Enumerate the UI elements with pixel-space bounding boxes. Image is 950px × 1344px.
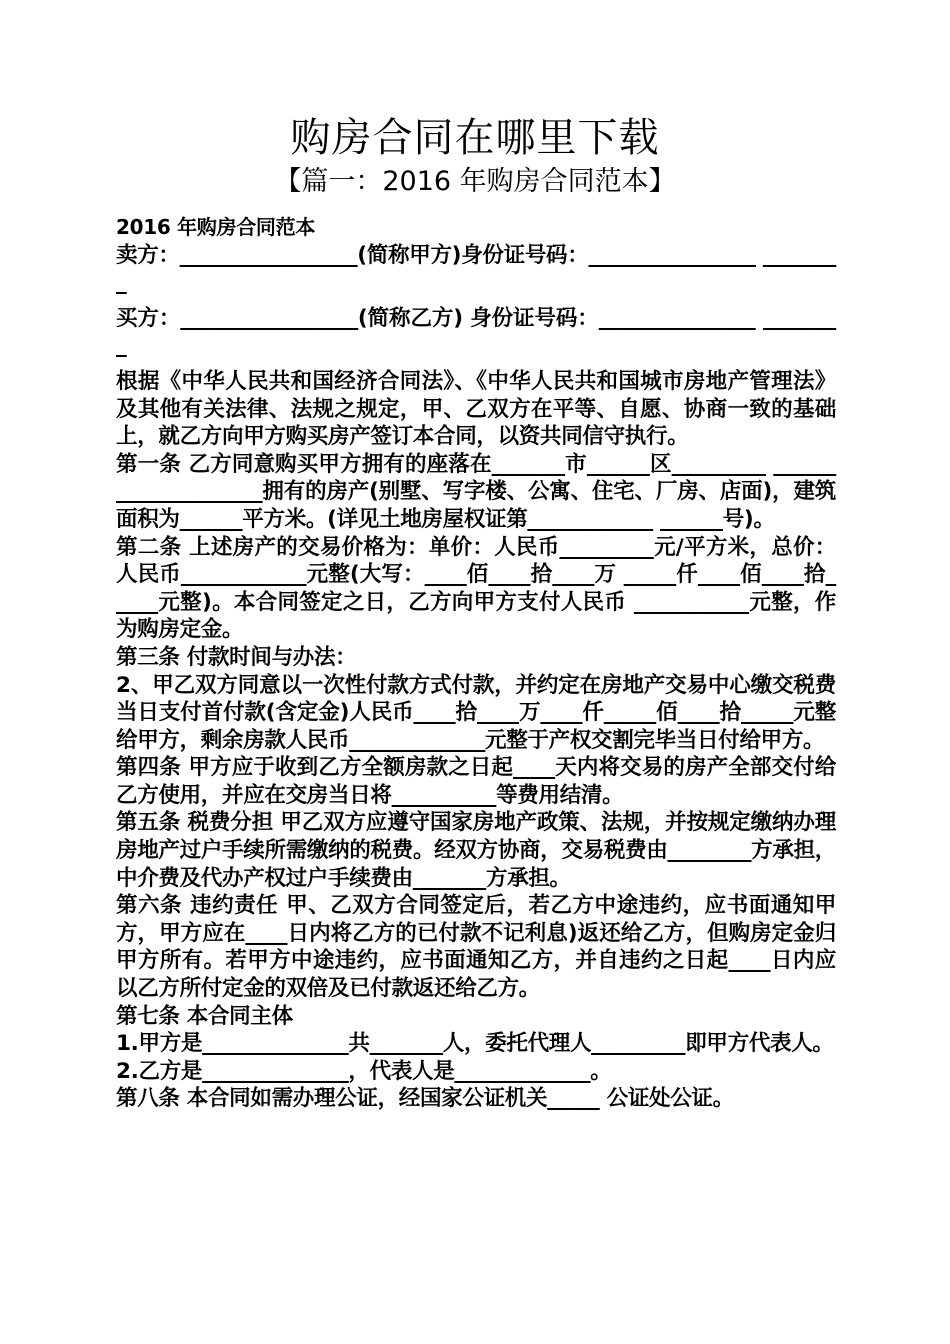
article-5: 第五条 税费分担 甲乙双方应遵守国家房地产政策、法规，并按规定缴纳办理房地产过户手续所需缴纳的税费。经双方协商，交易税费由________方承担，中介费及代办产权过户手续费由_______方承担。: [116, 810, 836, 891]
article-6: 第六条 违约责任 甲、乙双方合同签定后，若乙方中途违约，应书面通知甲方，甲方应在____日内将乙方的已付款不记利息)返还给乙方，但购房定金归甲方所有。若甲方中途违约，应书面通知乙方，并自违约之日起____日内应以乙方所付定金的双倍及已付款返还给乙方。: [116, 893, 836, 1002]
article-1: 第一条 乙方同意购买甲方拥有的座落在_______市______区_________ ____________________拥有的房产(别墅、写字楼、公寓、住宅、厂房、店面)，建筑面积为______平方米。(详见土地房屋权证第____________ ______号)。: [116, 451, 836, 532]
article-3-heading: 第三条 付款时间与办法：: [116, 644, 357, 670]
article-7-clause-1: 1.甲方是______________共_______人，委托代理人_________即甲方代表人。: [116, 1031, 834, 1057]
article-7-clause-2: 2.乙方是______________，代表人是_____________。: [116, 1058, 612, 1084]
article-8: 第八条 本合同如需办理公证，经国家公证机关_____ 公证处公证。: [116, 1086, 734, 1112]
section-heading: 2016 年购房合同范本: [116, 215, 316, 239]
article-7-heading: 第七条 本合同主体: [116, 1003, 293, 1029]
preamble-paragraph: 根据《中华人民共和国经济合同法》、《中华人民共和国城市房地产管理法》及其他有关法律、法规之规定，甲、乙双方在平等、自愿、协商一致的基础上，就乙方向甲方购买房产签订本合同，以资共同信守执行。: [116, 368, 836, 450]
document-body: [116, 214, 836, 1113]
buyer-line: 买方：_________________(简称乙方) 身份证号码：_______________ ________: [116, 305, 836, 359]
article-3-clause-2: 2、甲乙双方同意以一次性付款方式付款，并约定在房地产交易中心缴交税费当日支付首付款(含定金)人民币____拾____万____仟_____佰____拾_____元整给甲方，剩余房款人民币_____________元整于产权交割完毕当日付给甲方。: [116, 672, 836, 753]
document-title: 购房合同在哪里下载: [290, 115, 660, 161]
document-subtitle: 【篇一：2016 年购房合同范本】: [274, 166, 676, 197]
seller-line: 卖方：_________________(简称甲方)身份证号码：________________ ________: [116, 242, 836, 296]
article-2: 第二条 上述房产的交易价格为：单价：人民币_________元/平方米，总价：人民币____________元整(大写：____佰____拾____万 _____仟____佰____拾_____元整)。本合同签定之日，乙方向甲方支付人民币 ___________元整，作为购房定金。: [116, 534, 836, 643]
article-4: 第四条 甲方应于收到乙方全额房款之日起____天内将交易的房产全部交付给乙方使用，并应在交房当日将__________等费用结清。: [116, 755, 836, 808]
